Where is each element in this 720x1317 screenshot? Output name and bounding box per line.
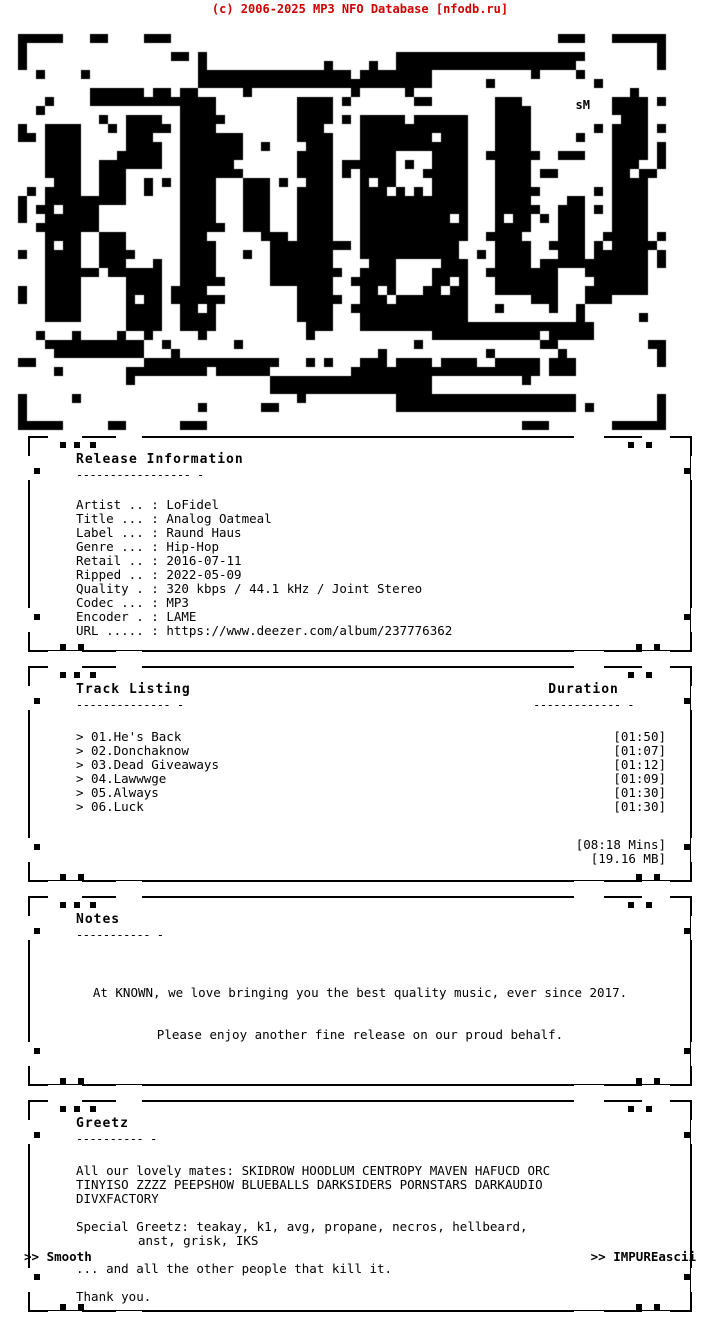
frame-block [646,672,652,678]
track-duration: [01:30] [613,799,666,814]
notes-title: Notes [76,912,121,927]
release-field-label: Artist .. [76,497,144,512]
frame-block [74,1106,80,1112]
track-name: > 04.Lawwwge [76,771,167,786]
frame-block [60,442,66,448]
release-field-row [76,610,690,624]
frame-block [90,902,96,908]
frame-block [60,902,66,908]
frame-block [60,644,66,650]
frame-block [34,928,40,934]
frame-block [34,614,40,620]
duration-column-rule: ------------- - [533,698,634,712]
frame-gap [48,1085,82,1091]
frame-gap [27,608,33,632]
frame-block [628,1106,634,1112]
track-row [76,772,690,786]
site-credit-text: (c) 2006-2025 MP3 NFO Database [nfodb.ru] [211,2,509,16]
greetz-rule: ---------- - [76,1132,157,1146]
frame-block [646,902,652,908]
frame-gap [27,686,33,710]
release-field-label: Title ... [76,511,144,526]
track-listing-title: Track Listing [76,682,191,697]
frame-block [684,1274,690,1280]
frame-block [684,614,690,620]
frame-gap [642,1099,670,1105]
frame-block [78,1078,84,1084]
greetz-special-line-2: anst, grisk, IKS [138,1233,259,1248]
greetz-mates-line-2: TINYISO ZZZZ PEEPSHOW BLUEBALLS DARKSIDERS PORNSTARS DARKAUDIO [76,1177,543,1192]
footer-left: >> Smooth [24,1249,92,1264]
frame-block [90,672,96,678]
frame-block [684,1132,690,1138]
release-field-value: 320 kbps / 44.1 kHz / Joint Stereo [166,581,423,596]
ascii-logo-canvas [0,16,720,436]
total-size: [19.16 MB] [590,851,666,866]
frame-block [74,902,80,908]
frame-block [34,1132,40,1138]
frame-block [60,1304,66,1310]
track-name: > 05.Always [76,785,159,800]
frame-gap [116,651,142,657]
frame-gap [574,1099,604,1105]
frame-gap [574,435,604,441]
frame-block [90,442,96,448]
frame-gap [116,1085,142,1091]
frame-gap [27,916,33,940]
release-field-separator: : [143,539,167,554]
frame-gap [48,651,82,657]
frame-gap [116,895,142,901]
greetz-others: ... and all the other people that kill it. [76,1261,393,1276]
release-field-row [76,568,690,582]
greetz-thanks: Thank you. [76,1289,152,1304]
frame-gap [574,665,604,671]
track-duration: [01:50] [613,729,666,744]
frame-gap [574,881,604,887]
notes-line-1: At KNOWN, we love bringing you the best quality music, ever since 2017. [92,985,628,1000]
track-duration: [01:07] [613,743,666,758]
greetz-title: Greetz [76,1116,129,1131]
frame-gap [642,651,670,657]
release-field-label: Genre ... [76,539,144,554]
track-name: > 01.He's Back [76,729,182,744]
release-field-separator: : [143,581,167,596]
release-field-label: Quality . [76,581,144,596]
frame-block [60,672,66,678]
track-name: > 03.Dead Giveaways [76,757,219,772]
release-field-separator: : [143,567,167,582]
frame-block [646,442,652,448]
track-totals [76,838,666,866]
frame-block [636,1078,642,1084]
frame-block [654,644,660,650]
notes-panel [28,896,692,1086]
release-field-label: Label ... [76,525,144,540]
release-field-separator: : [143,595,167,610]
greetz-mates-line-1: All our lovely mates: SKIDROW HOODLUM CENTROPY MAVEN HAFUCD ORC [76,1163,551,1178]
frame-gap [27,1042,33,1066]
frame-gap [642,665,670,671]
release-field-value: 2016-07-11 [166,553,242,568]
release-information-fields [76,498,690,638]
frame-block [34,698,40,704]
frame-gap [27,456,33,480]
greetz-panel [28,1100,692,1312]
release-field-row [76,596,690,610]
track-list [76,730,690,814]
release-field-row [76,540,690,554]
frame-block [636,1304,642,1310]
frame-block [684,468,690,474]
greetz-special-line-1: Special Greetz: teakay, k1, avg, propane, necros, hellbeard, [76,1219,528,1234]
footer [0,1249,720,1264]
track-listing-panel [28,666,692,882]
track-duration: [01:09] [613,771,666,786]
track-duration: [01:30] [613,785,666,800]
frame-gap [642,435,670,441]
release-field-row [76,498,690,512]
frame-block [90,1106,96,1112]
frame-block [34,1274,40,1280]
release-field-value: MP3 [166,595,189,610]
frame-block [636,874,642,880]
frame-block [34,468,40,474]
frame-block [78,644,84,650]
footer-right: >> IMPUREascii [590,1249,696,1264]
track-row [76,800,690,814]
frame-gap [691,608,697,632]
release-field-separator: : [143,511,167,526]
frame-gap [27,838,33,862]
frame-gap [642,881,670,887]
release-field-separator: : [143,623,167,638]
total-duration: [08:18 Mins] [575,837,666,852]
frame-gap [116,1099,142,1105]
release-field-label: Encoder . [76,609,144,624]
frame-block [78,1304,84,1310]
frame-gap [48,881,82,887]
frame-gap [48,1099,82,1105]
release-field-value: LoFidel [166,497,219,512]
frame-gap [48,895,82,901]
frame-block [78,874,84,880]
frame-block [628,442,634,448]
site-credit-bar [0,0,720,16]
release-field-value: Analog Oatmeal [166,511,272,526]
ascii-logo [0,16,720,436]
frame-block [34,844,40,850]
frame-gap [27,1120,33,1144]
track-duration: [01:12] [613,757,666,772]
frame-gap [574,1311,604,1317]
track-row [76,730,690,744]
release-field-row [76,526,690,540]
frame-block [654,874,660,880]
frame-block [34,1048,40,1054]
frame-gap [116,1311,142,1317]
release-field-row [76,582,690,596]
release-information-rule: ----------------- - [76,468,204,482]
greetz-mates-line-3: DIVXFACTORY [76,1191,159,1206]
frame-block [684,844,690,850]
release-field-separator: : [143,553,167,568]
frame-gap [574,1085,604,1091]
track-listing-rule: -------------- - [76,698,184,712]
frame-gap [691,686,697,710]
frame-block [628,672,634,678]
frame-block [74,442,80,448]
frame-block [684,1048,690,1054]
frame-block [646,1106,652,1112]
frame-gap [691,1120,697,1144]
release-field-value: Hip-Hop [166,539,219,554]
track-name: > 02.Donchaknow [76,743,189,758]
frame-gap [642,1085,670,1091]
track-name: > 06.Luck [76,799,144,814]
release-information-panel [28,436,692,652]
notes-body [40,958,680,1070]
frame-block [74,672,80,678]
frame-gap [691,916,697,940]
release-field-separator: : [143,525,167,540]
track-row [76,744,690,758]
frame-block [654,1078,660,1084]
release-field-row [76,554,690,568]
duration-column-title: Duration [548,682,619,697]
frame-gap [642,895,670,901]
frame-gap [574,895,604,901]
notes-line-2: Please enjoy another fine release on our proud behalf. [156,1027,564,1042]
release-information-title: Release Information [76,452,244,467]
greetz-body [76,1164,690,1304]
release-field-label: URL ..... [76,623,144,638]
frame-block [628,902,634,908]
release-field-value: Raund Haus [166,525,242,540]
frame-gap [116,665,142,671]
frame-block [60,1106,66,1112]
frame-gap [48,435,82,441]
release-field-separator: : [143,609,167,624]
frame-gap [642,1311,670,1317]
ascii-artist-signature: sM [575,98,590,112]
track-row [76,786,690,800]
frame-block [654,1304,660,1310]
release-field-row [76,624,690,638]
frame-gap [48,665,82,671]
frame-gap [691,838,697,862]
release-field-label: Ripped .. [76,567,144,582]
frame-gap [116,881,142,887]
release-field-value: 2022-05-09 [166,567,242,582]
frame-gap [691,1042,697,1066]
release-field-value: https://www.deezer.com/album/237776362 [166,623,453,638]
release-field-row [76,512,690,526]
frame-block [60,1078,66,1084]
frame-block [60,874,66,880]
frame-gap [116,435,142,441]
frame-gap [48,1311,82,1317]
release-field-separator: : [143,497,167,512]
frame-gap [691,456,697,480]
frame-block [684,698,690,704]
frame-block [684,928,690,934]
release-field-value: LAME [166,609,197,624]
notes-rule: ----------- - [76,928,164,942]
frame-gap [574,651,604,657]
release-field-label: Codec ... [76,595,144,610]
frame-block [636,644,642,650]
release-field-label: Retail .. [76,553,144,568]
track-row [76,758,690,772]
